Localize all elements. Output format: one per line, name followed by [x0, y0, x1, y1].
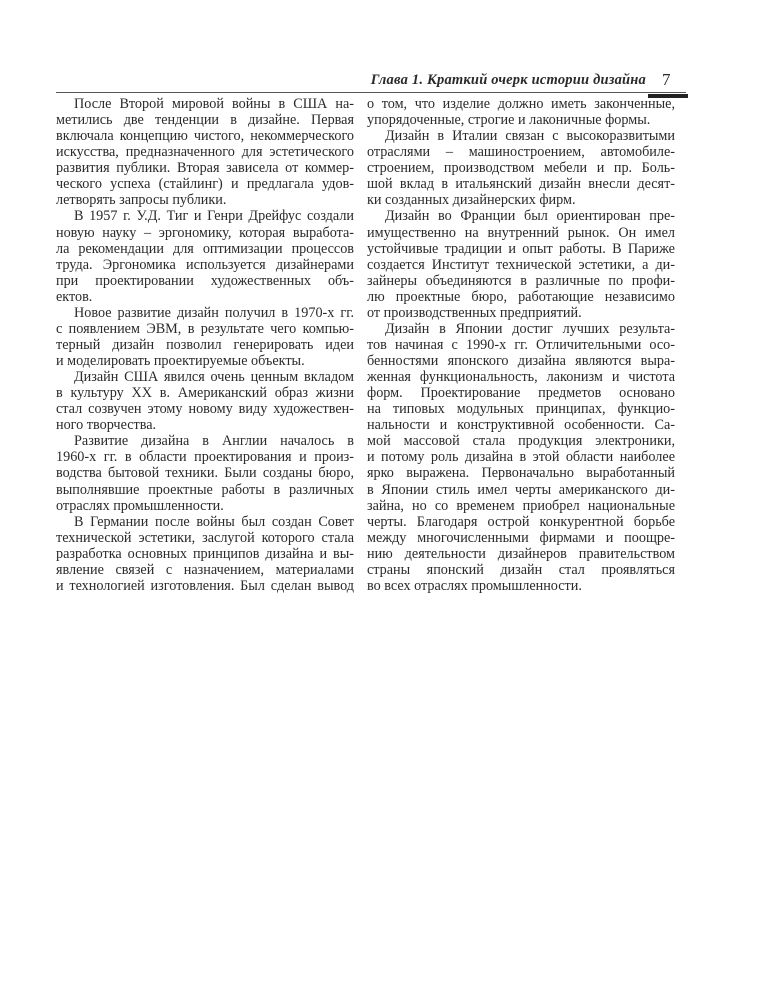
- text-line: Дизайн США явился очень ценным вкладом: [74, 369, 354, 386]
- text-line: стал созвучен этому новому виду художествен-: [56, 401, 354, 418]
- text-line: Дизайн в Японии достиг лучших результа-: [385, 320, 675, 337]
- text-line: 1960-х гг. в области проектирования и произ-: [56, 449, 354, 466]
- paragraph: [367, 128, 675, 208]
- text-line: технической эстетики, заслугой которого стала: [56, 529, 354, 546]
- text-line: и потому роль дизайна в этой области наиболее: [367, 449, 675, 466]
- text-line: терный дизайн позволил генерировать идеи: [56, 336, 354, 353]
- text-line: устойчивые традиции и опыт работы. В Париже: [367, 240, 675, 257]
- paragraph: [56, 514, 354, 594]
- text-line: при проектировании художественных объ-: [56, 272, 354, 289]
- paragraph: [56, 208, 354, 304]
- page-number: 7: [662, 70, 671, 89]
- text-line: в культуру XX в. Американский образ жизни: [56, 385, 354, 402]
- text-line: страны японский дизайн стал проявляться: [367, 561, 675, 578]
- text-line: имущественно на внутренний рынок. Он имел: [367, 224, 675, 241]
- text-line: бенностями японского дизайна являются выра-: [367, 353, 675, 369]
- text-line: упорядоченные, строгие и лаконичные формы.: [367, 112, 651, 129]
- paragraph: [56, 305, 354, 369]
- text-line: ческого успеха (стайлинг) и предлагала удов-: [56, 176, 354, 193]
- paragraph: [56, 433, 354, 513]
- text-line: водства бытовой техники. Были созданы бюро,: [56, 465, 354, 482]
- text-line: Новое развитие дизайн получил в 1970-х гг.: [74, 304, 354, 321]
- paragraph: [367, 208, 675, 320]
- text-line: черты. Благодаря острой конкурентной борьбе: [367, 513, 675, 530]
- left-column: [56, 96, 354, 594]
- text-line: летворять запросы публики.: [56, 192, 227, 209]
- text-line: ного творчества.: [56, 417, 157, 434]
- text-line: В Германии после войны был создан Совет: [74, 513, 354, 530]
- text-line: труда. Эргономика используется дизайнерами: [56, 256, 354, 273]
- text-line: в Японии стиль имел черты американского ди-: [367, 481, 675, 498]
- text-line: ла рекомендации для оптимизации процессов: [56, 240, 354, 257]
- text-line: с появлением ЭВМ, в результате чего компью-: [56, 320, 354, 337]
- text-line: на типовых модульных принципах, функцио-: [367, 401, 675, 418]
- text-line: от производственных предприятий.: [367, 304, 582, 321]
- text-line: новую науку – эргономику, которая выработа-: [56, 224, 354, 241]
- text-line: отраслями – машиностроением, автомобиле-: [367, 144, 675, 161]
- text-line: ектов.: [56, 288, 93, 305]
- text-line: выполнявшие проектные работы в различных: [56, 481, 354, 498]
- text-line: мой массовой стала продукция электроники,: [367, 433, 675, 450]
- text-line: женная функциональность, лаконизм и чистота: [367, 369, 675, 386]
- text-line: включала концепцию чистого, некоммерческого: [56, 128, 354, 145]
- text-line: В 1957 г. У.Д. Тиг и Генри Дрейфус создали: [74, 208, 354, 225]
- running-head: Глава 1. Краткий очерк истории дизайна: [370, 72, 646, 88]
- text-line: зайнеры объединяются в различные по профи-: [367, 272, 675, 289]
- text-line: развития публики. Вторая зависела от коммер-: [56, 160, 354, 177]
- text-line: искусства, предназначенного для эстетического: [56, 144, 354, 161]
- text-line: нию деятельности дизайнеров правительством: [367, 545, 675, 562]
- paragraph: [367, 96, 675, 128]
- text-line: строением, производством мебели и пр. Боль-: [367, 160, 675, 177]
- paragraph: [367, 321, 675, 594]
- text-line: явление связей с назначением, материалами: [56, 561, 354, 578]
- text-line: о том, что изделие должно иметь законченные,: [367, 96, 675, 112]
- text-line: ярко выражена. Первоначально выработанный: [367, 465, 675, 482]
- text-line: Развитие дизайна в Англии началось в: [74, 433, 354, 450]
- right-column: [367, 96, 675, 594]
- text-line: лю проектные бюро, работающие независимо: [367, 288, 675, 305]
- text-line: тов начиная с 1990-х гг. Отличительными осо-: [367, 336, 675, 353]
- text-line: и технологией изготовления. Был сделан вывод: [56, 577, 354, 594]
- text-line: метились две тенденции в дизайне. Первая: [56, 112, 354, 129]
- text-line: Дизайн в Италии связан с высокоразвитыми: [385, 128, 675, 145]
- paragraph: [56, 96, 354, 208]
- header-rule: [56, 92, 686, 93]
- text-line: ки созданных дизайнерских фирм.: [367, 192, 576, 209]
- text-line: и моделировать проектируемые объекты.: [56, 353, 305, 369]
- paragraph: [56, 369, 354, 433]
- text-line: После Второй мировой войны в США на-: [74, 96, 354, 112]
- text-line: между многочисленными фирмами и поощре-: [367, 529, 675, 546]
- text-line: нальности и конструктивной особенности. Са-: [367, 417, 675, 434]
- text-line: разработка основных принципов дизайна и вы-: [56, 545, 354, 562]
- text-line: зайна, но со временем приобрел национальные: [367, 497, 675, 514]
- text-line: шой вклад в итальянский дизайн внесли десят-: [367, 176, 675, 193]
- text-line: во всех отраслях промышленности.: [367, 577, 582, 594]
- text-line: создается Институт технической эстетики, а ди-: [367, 256, 675, 273]
- text-line: Дизайн во Франции был ориентирован пре-: [385, 208, 675, 225]
- text-line: отраслях промышленности.: [56, 497, 224, 514]
- text-line: форм. Проектирование предметов основано: [367, 385, 675, 402]
